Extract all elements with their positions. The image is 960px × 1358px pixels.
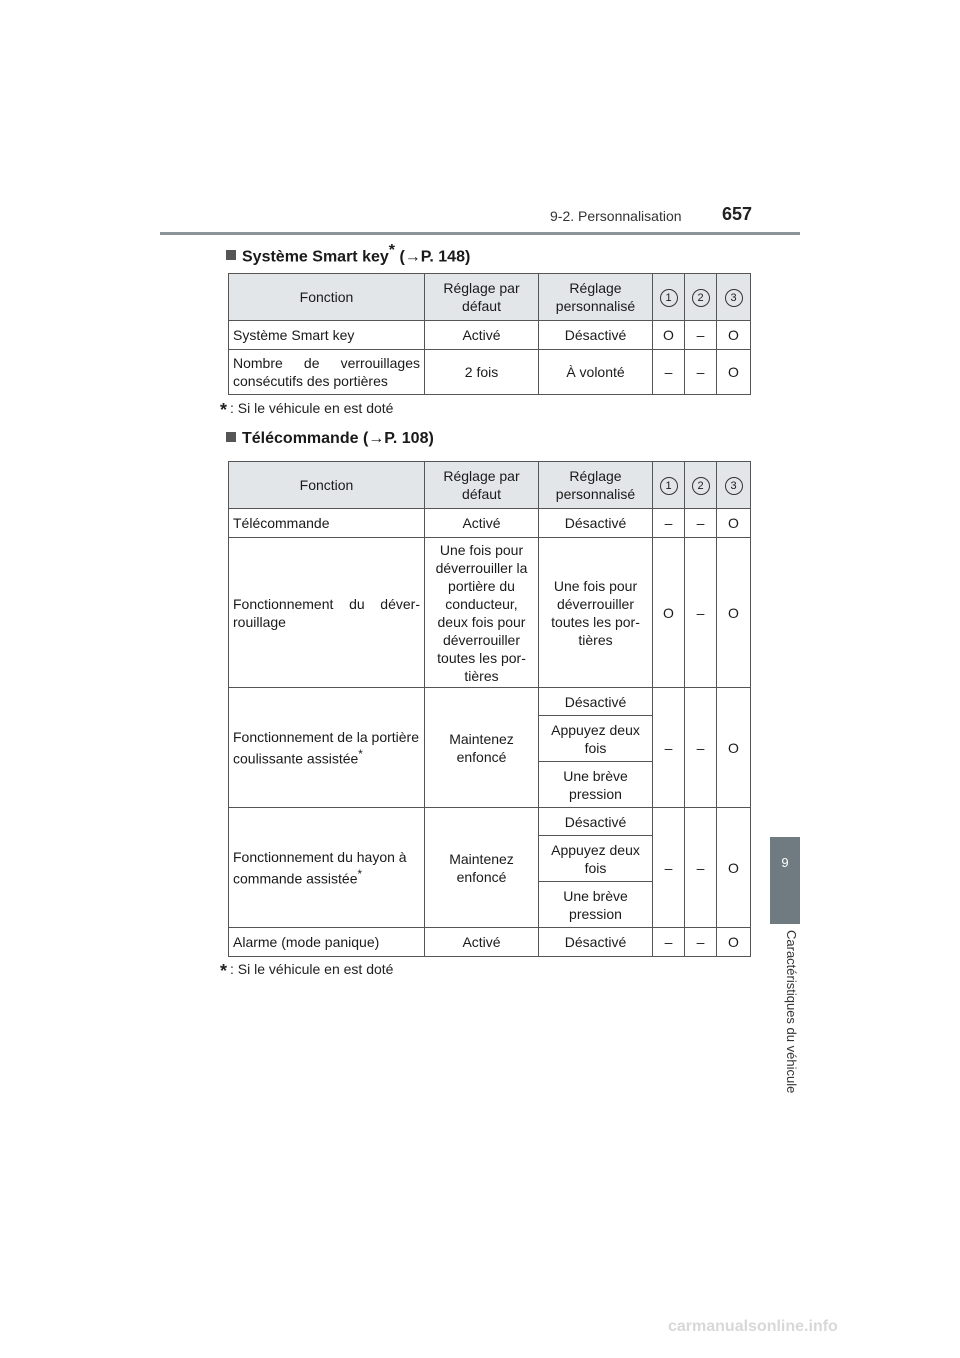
page-number: 657 [722,204,753,224]
circled-2-icon: 2 [692,477,710,495]
table-row: Une brève pression [229,882,751,928]
table-row: Appuyez deux fois [229,836,751,882]
header-divider [160,232,800,235]
table-row: Système Smart key Activé Désactivé O – O [229,321,751,350]
circled-3-icon: 3 [725,477,743,495]
section-title-smart-key: Système Smart key* (→P. 148) [226,242,470,266]
header-default: Réglage par défaut [425,274,539,321]
header-fonction: Fonction [229,274,425,321]
circled-2-icon: 2 [692,289,710,307]
table-row: Fonctionnement du déver-rouillage Une fois pour déverrouiller la portière du conducteur, deux fois pour déverrouiller toutes les por-tières Une fois pour déverrouiller toutes les por-tières O – O [229,538,751,688]
footnote: * : Si le véhicule en est doté [220,400,394,420]
section-header: 9-2. Personnalisation [550,208,682,224]
header-default: Réglage par défaut [425,462,539,509]
table-row: Fonctionnement de la portière coulissante assistée* Maintenez enfoncé Désactivé – – O [229,688,751,716]
table-row: Alarme (mode panique) Activé Désactivé – – O [229,928,751,957]
chapter-tab [770,837,800,924]
section-title-telecommande: Télécommande (→P. 108) [226,430,434,448]
square-bullet-icon [226,250,236,260]
chapter-tab-number: 9 [781,855,789,870]
table-row: Une brève pression [229,762,751,808]
watermark: carmanualsonline.info [668,1318,838,1335]
table-header-row [229,462,751,509]
table-header-row [229,274,751,321]
circled-1-icon: 1 [660,477,678,495]
table-row: Télécommande Activé Désactivé – – O [229,509,751,538]
table-row: Nombre de verrouillages consécutifs des portières 2 fois À volonté – – O [229,350,751,395]
smart-key-table [228,273,751,395]
circled-3-icon: 3 [725,289,743,307]
header-fonction: Fonction [229,462,425,509]
footnote: * : Si le véhicule en est doté [220,961,394,981]
table-row: Fonctionnement du hayon à commande assistée* Maintenez enfoncé Désactivé – – O [229,808,751,836]
square-bullet-icon [226,432,236,442]
chapter-tab-label: Caractéristiques du véhicule [784,930,799,1094]
header-custom: Réglage personnalisé [539,274,653,321]
circled-1-icon: 1 [660,289,678,307]
header-custom: Réglage personnalisé [539,462,653,509]
table-row: Appuyez deux fois [229,716,751,762]
telecommande-table [228,461,751,957]
